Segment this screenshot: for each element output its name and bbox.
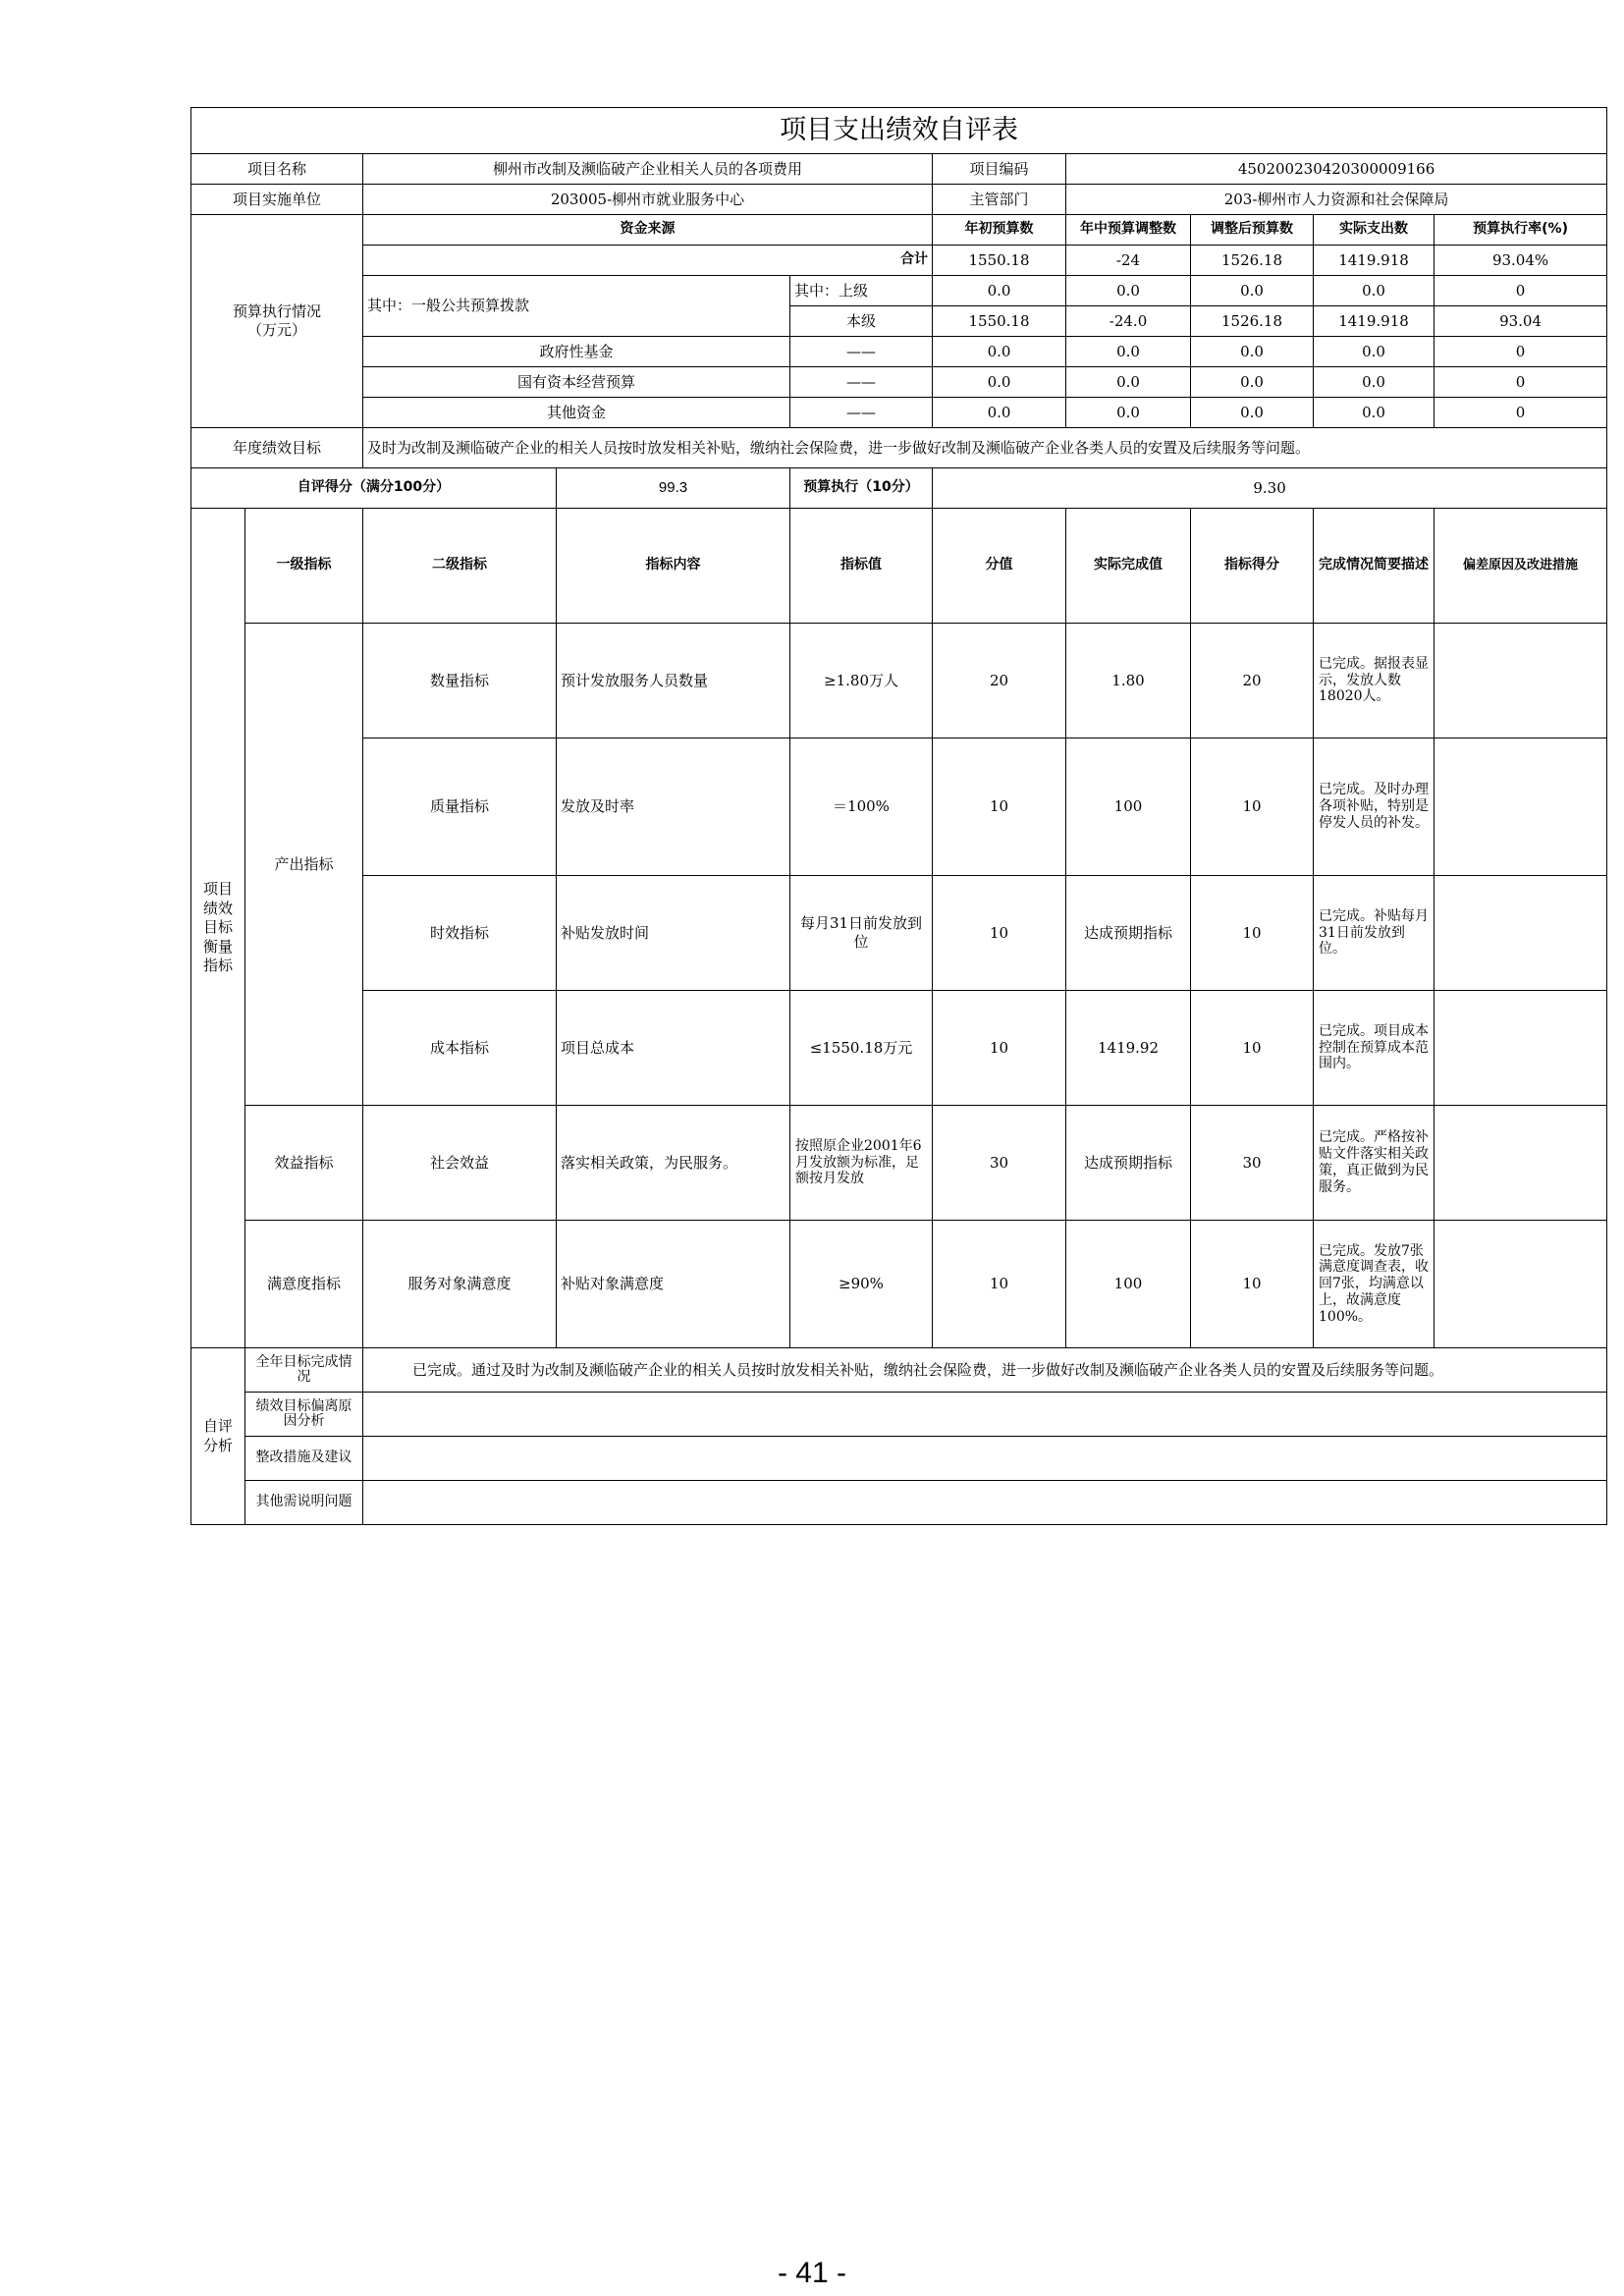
analysis-row-label: 整改措施及建议 <box>245 1437 363 1481</box>
budget-header-adjust: 年中预算调整数 <box>1066 215 1191 246</box>
indicator-desc: 已完成。据报表显示，发放人数18020人。 <box>1314 624 1435 738</box>
budget-local-adjusted: 1526.18 <box>1191 306 1314 337</box>
annual-goal-label: 年度绩效目标 <box>191 428 363 468</box>
budget-state-capital-adjust: 0.0 <box>1066 367 1191 398</box>
ind-header-actual: 实际完成值 <box>1066 509 1191 624</box>
evaluation-table <box>190 107 1607 1525</box>
budget-local-actual: 1419.918 <box>1314 306 1435 337</box>
indicator-score: 10 <box>1191 876 1314 991</box>
indicator-reason <box>1435 876 1607 991</box>
budget-local-adjust: -24.0 <box>1066 306 1191 337</box>
page-title: 项目支出绩效自评表 <box>191 108 1607 154</box>
analysis-row-text: 已完成。通过及时为改制及濒临破产企业的相关人员按时放发相关补贴，缴纳社会保险费，进一步做好改制及濒临破产企业各类人员的安置及后续服务等问题。 <box>363 1348 1607 1393</box>
unit-value: 203005-柳州市就业服务中心 <box>363 185 933 215</box>
budget-state-capital-dash: —— <box>790 367 933 398</box>
indicator-score: 20 <box>1191 624 1314 738</box>
indicator-level2: 服务对象满意度 <box>363 1221 557 1348</box>
output-indicator-label: 产出指标 <box>245 624 363 1106</box>
indicator-content: 发放及时率 <box>557 738 790 876</box>
indicator-content: 落实相关政策，为民服务。 <box>557 1106 790 1221</box>
self-analysis-label <box>191 1348 245 1525</box>
indicator-level2: 数量指标 <box>363 624 557 738</box>
budget-other-dash: —— <box>790 398 933 428</box>
budget-state-capital-rate: 0 <box>1435 367 1607 398</box>
indicator-actual: 1.80 <box>1066 624 1191 738</box>
indicator-target: ＝100% <box>790 738 933 876</box>
budget-other-adjust: 0.0 <box>1066 398 1191 428</box>
satisfaction-indicator-label: 满意度指标 <box>245 1221 363 1348</box>
indicator-score: 10 <box>1191 1221 1314 1348</box>
ind-header-level1: 一级指标 <box>245 509 363 624</box>
score-value: 99.3 <box>557 468 790 509</box>
budget-upper-adjusted: 0.0 <box>1191 276 1314 306</box>
budget-upper-rate: 0 <box>1435 276 1607 306</box>
page-number: - 41 - <box>777 2257 847 2289</box>
benefit-indicator-label: 效益指标 <box>245 1106 363 1221</box>
indicator-weight: 10 <box>933 1221 1066 1348</box>
budget-upper-actual: 0.0 <box>1314 276 1435 306</box>
indicator-reason <box>1435 624 1607 738</box>
indicator-level2: 社会效益 <box>363 1106 557 1221</box>
indicator-actual: 1419.92 <box>1066 991 1191 1106</box>
indicator-reason <box>1435 991 1607 1106</box>
analysis-row-label: 绩效目标偏离原因分析 <box>245 1393 363 1437</box>
budget-gov-fund-dash: —— <box>790 337 933 367</box>
self-evaluation-sheet <box>190 107 1606 1525</box>
indicator-desc: 已完成。补贴每月31日前发放到位。 <box>1314 876 1435 991</box>
indicator-reason <box>1435 1221 1607 1348</box>
budget-general-label: 其中：一般公共预算拨款 <box>363 276 790 337</box>
budget-gov-fund-adjust: 0.0 <box>1066 337 1191 367</box>
ind-header-level2: 二级指标 <box>363 509 557 624</box>
indicator-weight: 10 <box>933 876 1066 991</box>
budget-exec-label: 预算执行（10分） <box>790 468 933 509</box>
indicator-weight: 10 <box>933 738 1066 876</box>
project-name-label: 项目名称 <box>191 154 363 185</box>
budget-other-adjusted: 0.0 <box>1191 398 1314 428</box>
indicators-section-label <box>191 509 245 1348</box>
budget-header-source: 资金来源 <box>363 215 933 246</box>
analysis-row-label: 其他需说明问题 <box>245 1481 363 1525</box>
budget-upper-initial: 0.0 <box>933 276 1066 306</box>
annual-goal-text: 及时为改制及濒临破产企业的相关人员按时放发相关补贴，缴纳社会保险费，进一步做好改制及濒临破产企业各类人员的安置及后续服务等问题。 <box>363 428 1607 468</box>
ind-header-content: 指标内容 <box>557 509 790 624</box>
budget-gov-fund-label: 政府性基金 <box>363 337 790 367</box>
analysis-row-text <box>363 1393 1607 1437</box>
budget-header-initial: 年初预算数 <box>933 215 1066 246</box>
budget-exec-value: 9.30 <box>933 468 1607 509</box>
indicator-reason <box>1435 1106 1607 1221</box>
budget-gov-fund-adjusted: 0.0 <box>1191 337 1314 367</box>
indicator-reason <box>1435 738 1607 876</box>
budget-gov-fund-initial: 0.0 <box>933 337 1066 367</box>
indicator-actual: 100 <box>1066 1221 1191 1348</box>
indicator-content: 项目总成本 <box>557 991 790 1106</box>
budget-header-adjusted: 调整后预算数 <box>1191 215 1314 246</box>
budget-section-label <box>191 215 363 428</box>
indicator-target: ≥90% <box>790 1221 933 1348</box>
ind-header-desc: 完成情况简要描述 <box>1314 509 1435 624</box>
indicator-content: 补贴发放时间 <box>557 876 790 991</box>
indicator-target: 按照原企业2001年6月发放额为标准，足额按月发放 <box>790 1106 933 1221</box>
budget-state-capital-adjusted: 0.0 <box>1191 367 1314 398</box>
indicator-weight: 20 <box>933 624 1066 738</box>
project-name: 柳州市改制及濒临破产企业相关人员的各项费用 <box>363 154 933 185</box>
dept-value: 203-柳州市人力资源和社会保障局 <box>1066 185 1607 215</box>
indicator-level2: 质量指标 <box>363 738 557 876</box>
indicators-section-text: 项目绩效目标衡量指标 <box>202 880 233 975</box>
budget-state-capital-actual: 0.0 <box>1314 367 1435 398</box>
indicator-content: 预计发放服务人员数量 <box>557 624 790 738</box>
indicator-level2: 时效指标 <box>363 876 557 991</box>
budget-gov-fund-rate: 0 <box>1435 337 1607 367</box>
analysis-row-label: 全年目标完成情况 <box>245 1348 363 1393</box>
indicator-target: 每月31日前发放到位 <box>790 876 933 991</box>
indicator-weight: 30 <box>933 1106 1066 1221</box>
indicator-desc: 已完成。及时办理各项补贴，特别是停发人员的补发。 <box>1314 738 1435 876</box>
indicator-desc: 已完成。发放7张满意度调查表，收回7张，均满意以上，故满意度100%。 <box>1314 1221 1435 1348</box>
ind-header-reason: 偏差原因及改进措施 <box>1435 509 1607 624</box>
budget-local-label: 本级 <box>790 306 933 337</box>
indicator-desc: 已完成。项目成本控制在预算成本范围内。 <box>1314 991 1435 1106</box>
dept-label: 主管部门 <box>933 185 1066 215</box>
budget-total-label: 合计 <box>363 246 933 276</box>
budget-local-rate: 93.04 <box>1435 306 1607 337</box>
indicator-score: 10 <box>1191 991 1314 1106</box>
budget-total-actual: 1419.918 <box>1314 246 1435 276</box>
analysis-row-text <box>363 1437 1607 1481</box>
budget-upper-label: 其中：上级 <box>790 276 933 306</box>
ind-header-target: 指标值 <box>790 509 933 624</box>
budget-state-capital-label: 国有资本经营预算 <box>363 367 790 398</box>
ind-header-score: 指标得分 <box>1191 509 1314 624</box>
budget-header-actual: 实际支出数 <box>1314 215 1435 246</box>
budget-other-actual: 0.0 <box>1314 398 1435 428</box>
indicator-weight: 10 <box>933 991 1066 1106</box>
score-label: 自评得分（满分100分） <box>191 468 557 509</box>
self-analysis-text: 自评分析 <box>202 1417 233 1454</box>
ind-header-weight: 分值 <box>933 509 1066 624</box>
budget-other-label: 其他资金 <box>363 398 790 428</box>
budget-state-capital-initial: 0.0 <box>933 367 1066 398</box>
indicator-desc: 已完成。严格按补贴文件落实相关政策，真正做到为民服务。 <box>1314 1106 1435 1221</box>
budget-local-initial: 1550.18 <box>933 306 1066 337</box>
budget-section-text: 预算执行情况 （万元） <box>232 302 321 339</box>
budget-header-rate: 预算执行率(%) <box>1435 215 1607 246</box>
budget-upper-adjust: 0.0 <box>1066 276 1191 306</box>
budget-other-initial: 0.0 <box>933 398 1066 428</box>
indicator-actual: 达成预期指标 <box>1066 876 1191 991</box>
budget-total-adjusted: 1526.18 <box>1191 246 1314 276</box>
indicator-target: ≥1.80万人 <box>790 624 933 738</box>
indicator-level2: 成本指标 <box>363 991 557 1106</box>
indicator-content: 补贴对象满意度 <box>557 1221 790 1348</box>
indicator-score: 10 <box>1191 738 1314 876</box>
indicator-score: 30 <box>1191 1106 1314 1221</box>
budget-total-adjust: -24 <box>1066 246 1191 276</box>
analysis-row-text <box>363 1481 1607 1525</box>
indicator-actual: 100 <box>1066 738 1191 876</box>
indicator-target: ≤1550.18万元 <box>790 991 933 1106</box>
budget-other-rate: 0 <box>1435 398 1607 428</box>
project-code-label: 项目编码 <box>933 154 1066 185</box>
budget-gov-fund-actual: 0.0 <box>1314 337 1435 367</box>
budget-total-rate: 93.04% <box>1435 246 1607 276</box>
indicator-actual: 达成预期指标 <box>1066 1106 1191 1221</box>
unit-label: 项目实施单位 <box>191 185 363 215</box>
project-code: 450200230420300009166 <box>1066 154 1607 185</box>
budget-total-initial: 1550.18 <box>933 246 1066 276</box>
